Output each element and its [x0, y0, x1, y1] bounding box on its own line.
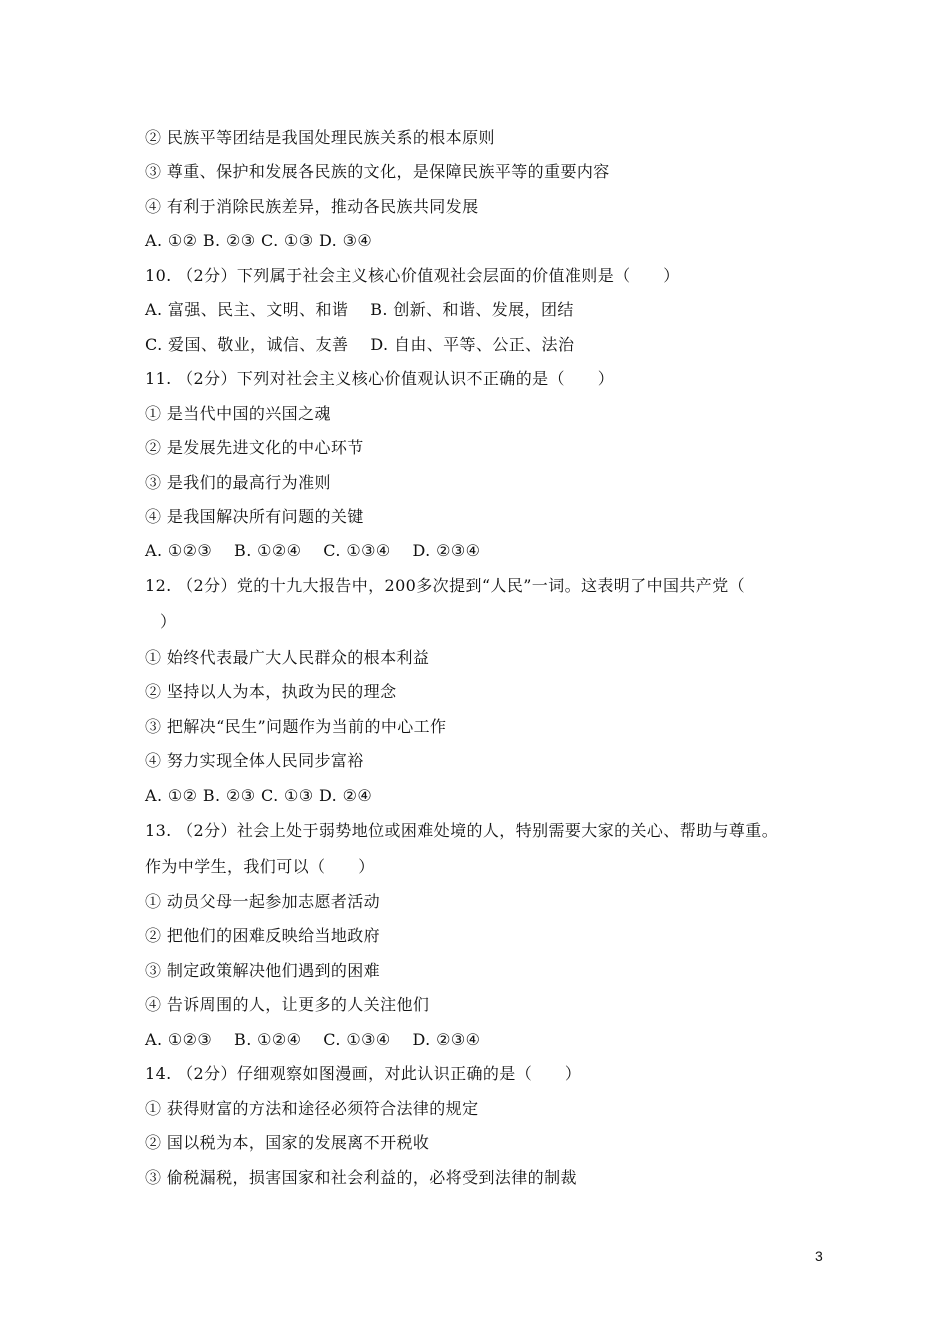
q9-option-3: ③ 尊重、保护和发展各民族的文化，是保障民族平等的重要内容 [145, 162, 610, 181]
q11-option-4: ④ 是我国解决所有问题的关键 [145, 507, 364, 526]
q12-option-3: ③ 把解决“民生”问题作为当前的中心工作 [145, 717, 447, 736]
q10-stem: 10. （2分）下列属于社会主义核心价值观社会层面的价值准则是（ ） [145, 266, 680, 285]
page-number: 3 [815, 1248, 823, 1264]
q11-option-3: ③ 是我们的最高行为准则 [145, 473, 331, 492]
q13-option-3: ③ 制定政策解决他们遇到的困难 [145, 961, 381, 980]
q12-stem: 12. （2分）党的十九大报告中，200多次提到“人民”一词。这表明了中国共产党（ [145, 576, 746, 595]
q12-stem-continued: ） [160, 612, 177, 631]
q12-option-4: ④ 努力实现全体人民同步富裕 [145, 751, 364, 770]
q12-option-1: ① 始终代表最广大人民群众的根本利益 [145, 648, 430, 667]
q10-answers-cd: C. 爱国、敬业，诚信、友善 D. 自由、平等、公正、法治 [145, 335, 575, 354]
q11-stem: 11. （2分）下列对社会主义核心价值观认识不正确的是（ ） [145, 369, 615, 388]
q14-option-2: ② 国以税为本，国家的发展离不开税收 [145, 1133, 430, 1152]
q11-option-2: ② 是发展先进文化的中心环节 [145, 438, 364, 457]
q11-answers: A. ①②③ B. ①②④ C. ①③④ D. ②③④ [145, 541, 481, 560]
q13-option-2: ② 把他们的困难反映给当地政府 [145, 926, 381, 945]
q14-option-3: ③ 偷税漏税，损害国家和社会利益的，必将受到法律的制裁 [145, 1168, 577, 1187]
q9-answers: A. ①② B. ②③ C. ①③ D. ③④ [145, 231, 373, 250]
q14-stem: 14. （2分）仔细观察如图漫画，对此认识正确的是（ ） [145, 1064, 582, 1083]
q13-option-1: ① 动员父母一起参加志愿者活动 [145, 892, 381, 911]
q13-option-4: ④ 告诉周围的人，让更多的人关注他们 [145, 995, 430, 1014]
q14-option-1: ① 获得财富的方法和途径必须符合法律的规定 [145, 1099, 479, 1118]
q9-option-2: ② 民族平等团结是我国处理民族关系的根本原则 [145, 128, 495, 147]
q9-option-4: ④ 有利于消除民族差异，推动各民族共同发展 [145, 197, 479, 216]
q10-answers-ab: A. 富强、民主、文明、和谐 B. 创新、和谐、发展，团结 [145, 300, 574, 319]
q13-stem-continued: 作为中学生，我们可以（ ） [145, 857, 375, 876]
q13-answers: A. ①②③ B. ①②④ C. ①③④ D. ②③④ [145, 1030, 481, 1049]
q13-stem: 13. （2分）社会上处于弱势地位或困难处境的人，特别需要大家的关心、帮助与尊重。 [145, 821, 779, 840]
q11-option-1: ① 是当代中国的兴国之魂 [145, 404, 331, 423]
q12-option-2: ② 坚持以人为本，执政为民的理念 [145, 682, 397, 701]
q12-answers: A. ①② B. ②③ C. ①③ D. ②④ [145, 786, 373, 805]
